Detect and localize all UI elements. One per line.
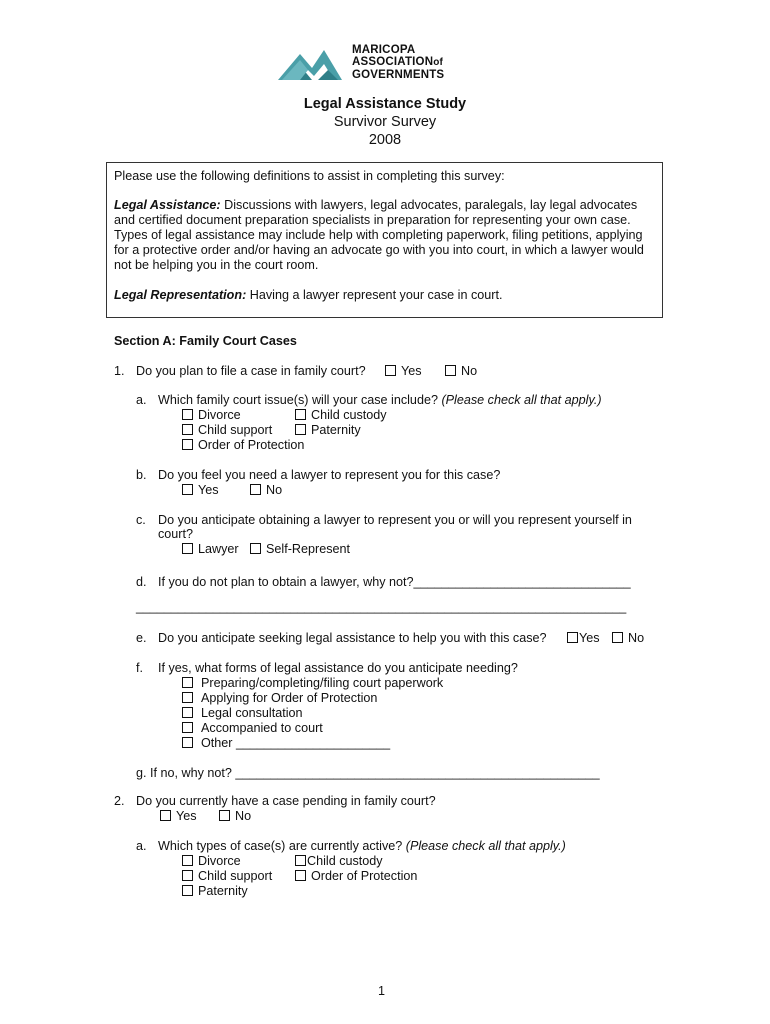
q1f-option-order-protection[interactable]: [182, 691, 377, 705]
logo-line-3: GOVERNMENTS: [352, 69, 445, 81]
q2-text: Do you currently have a case pending in family court?: [136, 794, 436, 808]
logo-line-1: MARICOPA: [352, 44, 416, 56]
q1f-consultation-label: Legal consultation: [201, 706, 303, 720]
q2a-divorce-label: Divorce: [198, 854, 241, 868]
q1f-text: If yes, what forms of legal assistance do you anticipate needing?: [158, 661, 518, 675]
q1f-option-paperwork[interactable]: [182, 676, 443, 690]
q1a-paternity-label: Paternity: [311, 423, 361, 437]
q1c-lawyer-checkbox[interactable]: [182, 543, 193, 554]
q1d-letter: d.: [136, 575, 147, 589]
q1e-yes-option[interactable]: [567, 631, 600, 645]
q1f-letter: f.: [136, 661, 143, 675]
q1-yes-checkbox[interactable]: [385, 365, 396, 376]
q1b-no-checkbox[interactable]: [250, 484, 261, 495]
q1e-no-label: No: [628, 631, 645, 645]
legal-representation-definition: [114, 288, 502, 302]
q2-yes-checkbox[interactable]: [160, 810, 171, 821]
q2a-divorce-option[interactable]: [182, 854, 241, 868]
q1c-self-represent-checkbox[interactable]: [250, 543, 261, 554]
q1a-paternity-checkbox[interactable]: [295, 424, 306, 435]
q2a-paternity-checkbox[interactable]: [182, 885, 193, 896]
q1f-order-protection-checkbox[interactable]: [182, 692, 193, 703]
q1f-other-label: Other ______________________: [201, 736, 391, 750]
q1f-accompanied-checkbox[interactable]: [182, 722, 193, 733]
q1a-child-custody-option[interactable]: [295, 408, 387, 422]
q1c-self-represent-option[interactable]: [250, 542, 350, 556]
q1c-text-line-1: Do you anticipate obtaining a lawyer to represent you or will you represent yourself in: [158, 513, 632, 527]
legal-assistance-definition-line-3: Types of legal assistance may include help with completing paperwork, filing petitions, applying: [114, 228, 643, 242]
q1f-option-accompanied[interactable]: [182, 721, 323, 735]
q1a-child-custody-checkbox[interactable]: [295, 409, 306, 420]
legal-assistance-definition-line-4: for a protective order and/or having an advocate go with you into court, in which a lawyer would: [114, 243, 644, 257]
logo-association: ASSOCIATION: [352, 56, 434, 68]
q2-no-checkbox[interactable]: [219, 810, 230, 821]
page-subtitle: Survivor Survey: [333, 114, 437, 130]
q1a-order-protection-label: Order of Protection: [198, 438, 305, 452]
q2a-note: (Please check all that apply.): [405, 839, 566, 853]
q1e-no-option[interactable]: [612, 631, 644, 645]
q1f-option-other[interactable]: [182, 736, 390, 750]
q1a-child-support-option[interactable]: [182, 423, 272, 437]
q2a-paternity-option[interactable]: [182, 884, 248, 898]
q1b-no-option[interactable]: [250, 483, 282, 497]
q2a-text: [158, 839, 566, 853]
q1f-accompanied-label: Accompanied to court: [201, 721, 323, 735]
legal-assistance-definition-line-5: not be helping you in the court room.: [114, 258, 319, 272]
q1f-other-checkbox[interactable]: [182, 737, 193, 748]
q1a-order-protection-option[interactable]: [182, 438, 304, 452]
q2-yes-label: Yes: [176, 809, 197, 823]
legal-assistance-term: Legal Assistance:: [114, 198, 221, 212]
legal-assistance-definition-line-2: and certified document preparation specialists in preparation for representing your own case.: [114, 213, 631, 227]
q1e-letter: e.: [136, 631, 147, 645]
q2a-question: Which types of case(s) are currently active?: [158, 839, 406, 853]
q1a-child-custody-label: Child custody: [311, 408, 387, 422]
q1f-paperwork-checkbox[interactable]: [182, 677, 193, 688]
logo-text: [352, 44, 444, 81]
q1e-yes-checkbox[interactable]: [567, 632, 578, 643]
q1-yes-label: Yes: [401, 364, 422, 378]
q2a-child-custody-option[interactable]: [295, 854, 383, 868]
q1e-no-checkbox[interactable]: [612, 632, 623, 643]
q1b-letter: b.: [136, 468, 147, 482]
q2a-letter: a.: [136, 839, 147, 853]
q2a-child-support-option[interactable]: [182, 869, 272, 883]
q1d-answer-line[interactable]: ______________________________________________________________________: [136, 600, 627, 614]
q1-no-label: No: [461, 364, 478, 378]
q1-number: 1.: [114, 364, 125, 378]
q1-text: Do you plan to file a case in family court?: [136, 364, 366, 378]
definitions-intro: Please use the following definitions to assist in completing this survey:: [114, 169, 505, 183]
q2a-order-protection-option[interactable]: [295, 869, 417, 883]
legal-representation-term: Legal Representation:: [114, 288, 247, 302]
q2a-child-custody-label: Child custody: [307, 854, 383, 868]
logo-of: of: [433, 57, 444, 68]
q1a-question: Which family court issue(s) will your case include?: [158, 393, 442, 407]
q1b-text: Do you feel you need a lawyer to represent you for this case?: [158, 468, 501, 482]
q1f-paperwork-label: Preparing/completing/filing court paperwork: [201, 676, 444, 690]
q1f-option-consultation[interactable]: [182, 706, 303, 720]
q1a-letter: a.: [136, 393, 147, 407]
q2a-divorce-checkbox[interactable]: [182, 855, 193, 866]
page-title: Legal Assistance Study: [303, 96, 467, 112]
q2a-child-support-checkbox[interactable]: [182, 870, 193, 881]
q1b-yes-label: Yes: [198, 483, 219, 497]
q2-no-label: No: [235, 809, 252, 823]
q1a-text: [158, 393, 602, 407]
q1a-child-support-checkbox[interactable]: [182, 424, 193, 435]
q1d-text[interactable]: If you do not plan to obtain a lawyer, why not?_______________________________: [158, 575, 631, 589]
q1c-lawyer-label: Lawyer: [198, 542, 239, 556]
q1b-yes-option[interactable]: [182, 483, 219, 497]
q1c-self-represent-label: Self-Represent: [266, 542, 350, 556]
q1a-divorce-option[interactable]: [182, 408, 241, 422]
q2a-paternity-label: Paternity: [198, 884, 248, 898]
q1c-lawyer-option[interactable]: [182, 542, 239, 556]
legal-assistance-definition-line-1: [114, 198, 637, 212]
page-number: 1: [378, 984, 386, 998]
q2a-order-protection-checkbox[interactable]: [295, 870, 306, 881]
q1-no-option[interactable]: [445, 364, 477, 378]
q1b-no-label: No: [266, 483, 283, 497]
q1a-order-protection-checkbox[interactable]: [182, 439, 193, 450]
q1-yes-option[interactable]: [385, 364, 422, 378]
q1f-order-protection-label: Applying for Order of Protection: [201, 691, 378, 705]
q2-number: 2.: [114, 794, 125, 808]
q2-yes-option[interactable]: [160, 809, 197, 823]
q2a-order-protection-label: Order of Protection: [311, 869, 418, 883]
q1a-child-support-label: Child support: [198, 423, 273, 437]
q1a-divorce-checkbox[interactable]: [182, 409, 193, 420]
q1f-consultation-checkbox[interactable]: [182, 707, 193, 718]
q1c-letter: c.: [136, 513, 146, 527]
q1a-divorce-label: Divorce: [198, 408, 241, 422]
q1e-yes-label: Yes: [579, 631, 600, 645]
q2-no-option[interactable]: [219, 809, 251, 823]
legal-assistance-text-1: Discussions with lawyers, legal advocates, paralegals, lay legal advocates: [220, 198, 638, 212]
q1a-note: (Please check all that apply.): [441, 393, 602, 407]
q1a-paternity-option[interactable]: [295, 423, 361, 437]
logo-line-2: [352, 56, 444, 69]
page-year: 2008: [368, 132, 402, 148]
section-a-heading: Section A: Family Court Cases: [114, 334, 297, 348]
q1-no-checkbox[interactable]: [445, 365, 456, 376]
q1c-text-line-2: court?: [158, 527, 194, 541]
q1g-text[interactable]: g. If no, why not? ____________________________________________________: [136, 766, 600, 780]
q2a-child-custody-checkbox[interactable]: [295, 855, 306, 866]
q1e-text: Do you anticipate seeking legal assistance to help you with this case?: [158, 631, 547, 645]
q1b-yes-checkbox[interactable]: [182, 484, 193, 495]
legal-representation-text: Having a lawyer represent your case in court.: [246, 288, 503, 302]
q2a-child-support-label: Child support: [198, 869, 273, 883]
